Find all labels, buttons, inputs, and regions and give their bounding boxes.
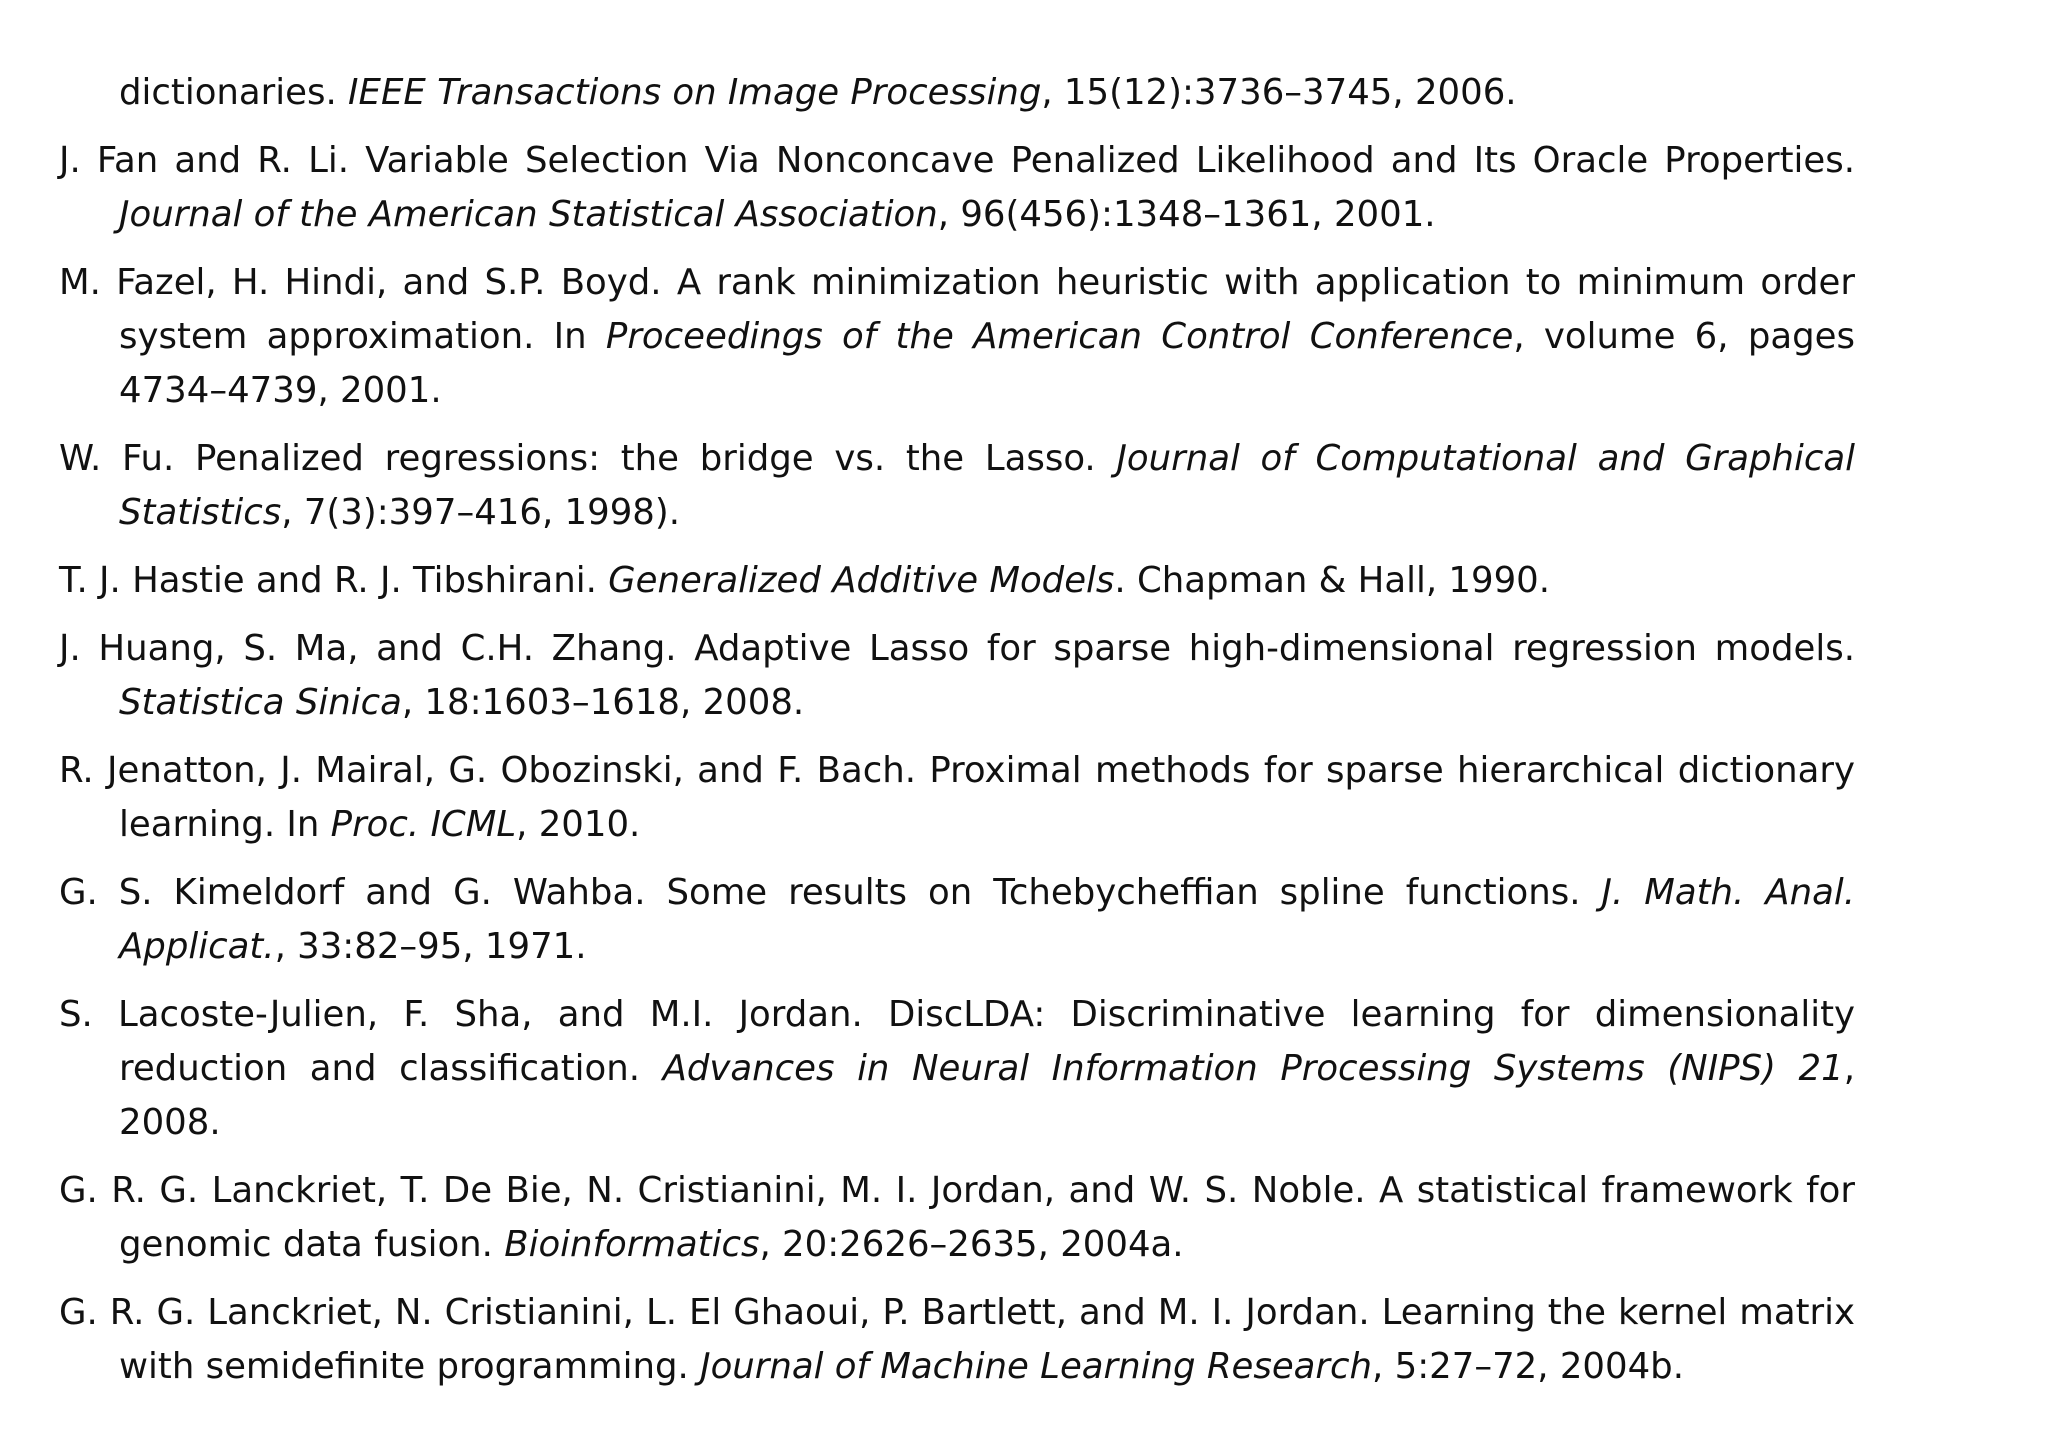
reference-venue: Statistica Sinica <box>119 682 402 723</box>
reference-entry <box>59 256 1855 418</box>
reference-entry <box>59 622 1855 730</box>
reference-text: dictionaries. <box>119 72 349 113</box>
reference-details: , 7(3):397–416, 1998). <box>281 492 680 533</box>
reference-entry <box>59 66 1855 120</box>
reference-text: T. J. Hastie and R. J. Tibshirani. <box>59 560 609 601</box>
reference-details: , volume 6, pages 4734–4739, 2001. <box>119 316 1855 411</box>
reference-entry <box>59 744 1855 852</box>
reference-venue: Advances in Neural Information Processing Systems (NIPS) 21 <box>662 1048 1844 1089</box>
reference-details: , 5:27–72, 2004b. <box>1372 1346 1684 1387</box>
reference-venue: IEEE Transactions on Image Processing <box>348 72 1042 113</box>
reference-venue: Generalized Additive Models <box>608 560 1115 601</box>
reference-entry <box>59 1286 1855 1394</box>
reference-details: , 2010. <box>516 804 641 845</box>
reference-text: J. Fan and R. Li. Variable Selection Via Nonconcave Penalized Likelihood and Its Oracle Properties. <box>59 140 1855 181</box>
reference-text: R. Jenatton, J. Mairal, G. Obozinski, and F. Bach. Proximal methods for sparse hierarchical dictionary learning. In <box>59 750 1855 845</box>
reference-text: G. R. G. Lanckriet, N. Cristianini, L. El Ghaoui, P. Bartlett, and M. I. Jordan. Learning the kernel matrix with semidefinite programming. <box>59 1292 1855 1387</box>
reference-text: G. R. G. Lanckriet, T. De Bie, N. Cristianini, M. I. Jordan, and W. S. Noble. A statistical framework for genomic data fusion. <box>59 1170 1855 1265</box>
reference-entry <box>59 432 1855 540</box>
reference-entry <box>59 134 1855 242</box>
reference-entry <box>59 1164 1855 1272</box>
reference-entry <box>59 988 1855 1150</box>
reference-details: , 2008. <box>119 1048 1855 1143</box>
reference-entry <box>59 866 1855 974</box>
reference-text: W. Fu. Penalized regressions: the bridge vs. the Lasso. <box>59 438 1117 479</box>
reference-list <box>59 66 1855 1408</box>
reference-text: S. Lacoste-Julien, F. Sha, and M.I. Jordan. DiscLDA: Discriminative learning for dimensionality reduction and classification. <box>59 994 1855 1089</box>
reference-details: . Chapman & Hall, 1990. <box>1114 560 1551 601</box>
reference-venue: Journal of Computational and Graphical Statistics <box>119 438 1855 533</box>
reference-text: G. S. Kimeldorf and G. Wahba. Some results on Tchebycheffian spline functions. <box>59 872 1602 913</box>
reference-text: M. Fazel, H. Hindi, and S.P. Boyd. A rank minimization heuristic with application to minimum order system approximation. In <box>59 262 1855 357</box>
reference-venue: Journal of the American Statistical Association <box>119 194 938 235</box>
reference-venue: Journal of Machine Learning Research <box>700 1346 1373 1387</box>
reference-details: , 18:1603–1618, 2008. <box>401 682 805 723</box>
reference-text: J. Huang, S. Ma, and C.H. Zhang. Adaptive Lasso for sparse high-dimensional regression models. <box>59 628 1855 669</box>
reference-venue: Proceedings of the American Control Conference <box>605 316 1514 357</box>
reference-venue: Bioinformatics <box>504 1224 760 1265</box>
reference-venue: J. Math. Anal. Applicat. <box>119 872 1855 967</box>
reference-venue: Proc. ICML <box>330 804 517 845</box>
reference-details: , 33:82–95, 1971. <box>274 926 587 967</box>
reference-details: , 20:2626–2635, 2004a. <box>759 1224 1184 1265</box>
reference-entry <box>59 554 1855 608</box>
reference-details: , 15(12):3736–3745, 2006. <box>1041 72 1517 113</box>
reference-details: , 96(456):1348–1361, 2001. <box>937 194 1436 235</box>
